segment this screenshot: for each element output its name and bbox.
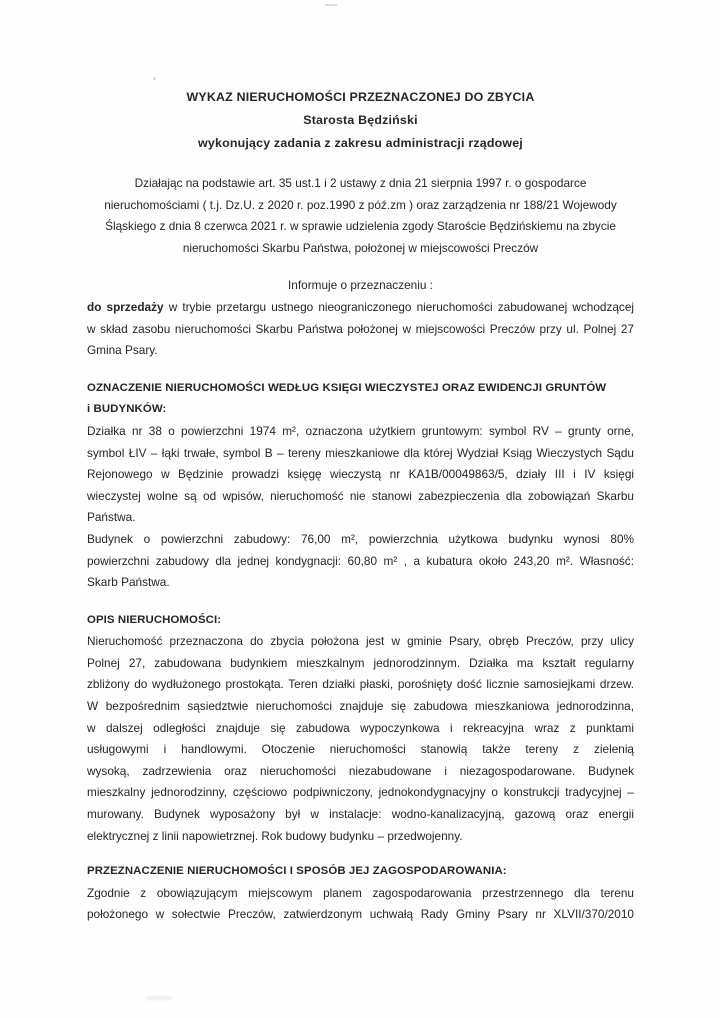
body-line: powierzchni zabudowy dla jednej kondygnacji: 60,80 m² , a kubatura około 243,20 m². Własność: (87, 553, 634, 568)
document-content (87, 86, 634, 926)
scan-artifact (146, 996, 172, 1000)
body-line: Działka nr 38 o powierzchni 1974 m², oznaczona użytkiem gruntowym: symbol RV – grunty orne, (87, 423, 634, 438)
body-line: usługowymi i handlowymi. Otoczenie nieruchomości stanowią także tereny z zielenią (87, 742, 634, 757)
body-line: W bezpośrednim sąsiedztwie nieruchomości znajduje się zabudowa mieszkaniowa jednorodzinna, (87, 699, 634, 714)
body-line: Rejonowego w Będzinie prowadzi księgę wieczystą nr KA1B/00049863/5, działy III i IV księgi (87, 467, 634, 482)
body-line: Zgodnie z obowiązującym miejscowym planem zagospodarowania przestrzennego dla terenu (87, 885, 634, 900)
document-title (87, 86, 634, 155)
sale-lead-bold: do sprzedaży (87, 299, 164, 314)
body-line: Państwa. (87, 510, 136, 525)
body-line: symbol ŁIV – łąki trwałe, symbol B – tereny mieszkaniowe dla której Wydział Ksiąg Wieczystych Sądu (87, 445, 634, 460)
intro-line: Działając na podstawie art. 35 ust.1 i 2 ustawy z dnia 21 sierpnia 1997 r. o gospodarce (134, 176, 587, 190)
section-opis (87, 610, 634, 848)
section-heading: i BUDYNKÓW: (87, 403, 167, 416)
notice-line: Informuje o przeznaczeniu : (288, 278, 433, 293)
section-oznaczenie (87, 378, 634, 594)
body-line: wysoką, zadrzewienia oraz nieruchomości niezabudowane i niezagospodarowane. Budynek (87, 763, 634, 778)
body-line: Polnej 27, zabudowana budynkiem mieszkalnym jednorodzinnym. Działka ma kształt regularny (87, 655, 634, 670)
intro-line: nieruchomościami ( t.j. Dz.U. z 2020 r. poz.1990 z póź.zm ) oraz zarządzenia nr 188/21 Wojewody (104, 197, 617, 212)
section-przeznaczenie (87, 861, 634, 926)
body-line: wieczystej wolne są od wpisów, nieruchomość nie stanowi zabezpieczenia dla zobowiązań Skarbu (87, 488, 634, 503)
title-line: wykonujący zadania z zakresu administracji rządowej (198, 136, 523, 150)
notice-block (87, 275, 634, 361)
intro-line: nieruchomości Skarbu Państwa, położonej w miejscowości Preczów (182, 240, 539, 255)
sale-line: w skład zasobu nieruchomości Skarbu Państwa położonej w miejscowości Preczów przy ul. Polnej 27 (87, 321, 634, 336)
scan-artifact (153, 77, 156, 80)
sale-line: Gmina Psary. (87, 343, 158, 358)
body-line: murowany. Budynek wyposażony był w instalacje: wodno-kanalizacyjną, gazową oraz energii (87, 807, 634, 822)
body-line: elektrycznej z linii napowietrznej. Rok budowy budynku – przedwojenny. (87, 828, 463, 843)
body-line: Budynek o powierzchni zabudowy: 76,00 m², powierzchnia użytkowa budynku wynosi 80% (87, 531, 634, 546)
section-heading: OPIS NIERUCHOMOŚCI: (87, 613, 222, 626)
body-line: w dalszej odległości znajduje się zabudowa wypoczynkowa i rekreacyjna wraz z punktami (87, 720, 634, 735)
intro-line: Śląskiego z dnia 8 czerwca 2021 r. w sprawie udzielenia zgody Staroście Będzińskiemu na zbycie (105, 219, 616, 234)
section-heading: PRZEZNACZENIE NIERUCHOMOŚCI I SPOSÓB JEJ ZAGOSPODAROWANIA: (87, 865, 507, 878)
body-line: położonego w sołectwie Preczów, zatwierdzonym uchwałą Rady Gminy Psary nr XLVII/370/2010 (87, 907, 634, 922)
body-line: Skarb Państwa. (87, 575, 170, 590)
body-line: mieszkalny jednorodzinny, częściowo podpiwniczony, jednokondygnacyjny o konstrukcji tradycyjnej – (87, 785, 634, 800)
section-heading: OZNACZENIE NIERUCHOMOŚCI WEDŁUG KSIĘGI WIECZYSTEJ ORAZ EWIDENCJI GRUNTÓW (87, 381, 607, 394)
body-line: zbliżony do wydłużonego prostokąta. Teren działki płaski, porośnięty dość licznie samosiejkami drzew. (87, 677, 634, 692)
title-line: Starosta Będziński (303, 113, 418, 127)
title-line: WYKAZ NIERUCHOMOŚCI PRZEZNACZONEJ DO ZBYCIA (186, 90, 535, 104)
body-line: Nieruchomość przeznaczona do zbycia położona jest w gminie Psary, obręb Preczów, przy ulicy (87, 634, 634, 649)
scan-artifact (325, 4, 337, 6)
intro-paragraph (87, 173, 634, 259)
sale-line (87, 297, 634, 319)
sale-line-rest: w trybie przetargu ustnego nieograniczonego nieruchomości zabudowanej wchodzącej (163, 299, 635, 314)
